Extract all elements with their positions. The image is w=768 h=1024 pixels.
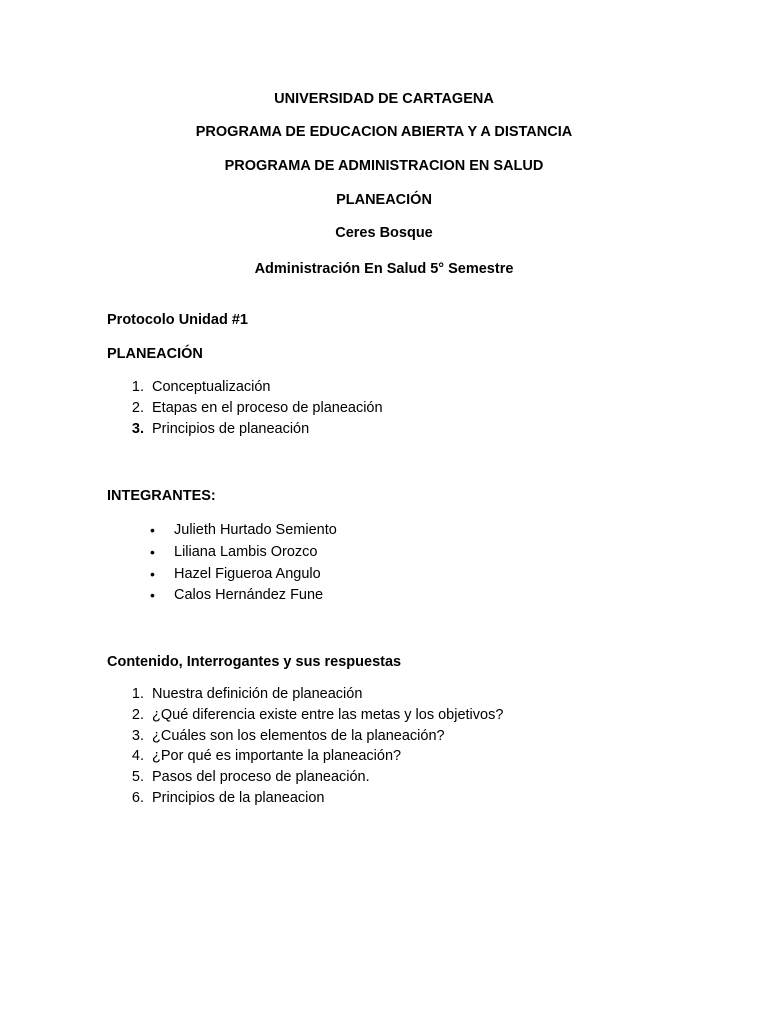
list-item: ¿Por qué es importante la planeación? [152, 748, 402, 764]
bullet-icon: • [150, 544, 155, 560]
member-name: Julieth Hurtado Semiento [174, 522, 337, 538]
list-number: 6. [131, 790, 144, 806]
content-heading: Contenido, Interrogantes y sus respuestas [107, 654, 402, 670]
list-item: Principios de la planeacion [152, 790, 325, 806]
list-number: 3. [131, 421, 144, 437]
list-item: ¿Qué diferencia existe entre las metas y los objetivos? [152, 707, 504, 723]
subject-title: PLANEACIÓN [336, 192, 432, 208]
member-name: Hazel Figueroa Angulo [174, 566, 321, 582]
bullet-icon: • [150, 587, 155, 603]
list-number: 3. [131, 728, 144, 744]
course-title: Administración En Salud 5° Semestre [254, 261, 514, 277]
list-number: 1. [131, 686, 144, 702]
list-number: 5. [131, 769, 144, 785]
program-distance-title: PROGRAMA DE EDUCACION ABIERTA Y A DISTANCIA [195, 124, 573, 140]
list-item: Conceptualización [152, 379, 271, 395]
program-health-title: PROGRAMA DE ADMINISTRACION EN SALUD [224, 158, 544, 174]
list-item: ¿Cuáles son los elementos de la planeación? [152, 728, 445, 744]
planeacion-heading: PLANEACIÓN [107, 346, 203, 362]
author-name: Ceres Bosque [335, 225, 433, 241]
list-item: Etapas en el proceso de planeación [152, 400, 383, 416]
member-name: Liliana Lambis Orozco [174, 544, 318, 560]
list-item: Principios de planeación [152, 421, 310, 437]
members-heading: INTEGRANTES: [107, 488, 216, 504]
protocol-title: Protocolo Unidad #1 [107, 312, 248, 328]
bullet-icon: • [150, 566, 155, 582]
list-item: Nuestra definición de planeación [152, 686, 363, 702]
list-item: Pasos del proceso de planeación. [152, 769, 370, 785]
list-number: 1. [131, 379, 144, 395]
list-number: 4. [131, 748, 144, 764]
list-number: 2. [131, 400, 144, 416]
university-title: UNIVERSIDAD DE CARTAGENA [274, 91, 494, 107]
list-number: 2. [131, 707, 144, 723]
bullet-icon: • [150, 522, 155, 538]
member-name: Calos Hernández Fune [174, 587, 324, 603]
